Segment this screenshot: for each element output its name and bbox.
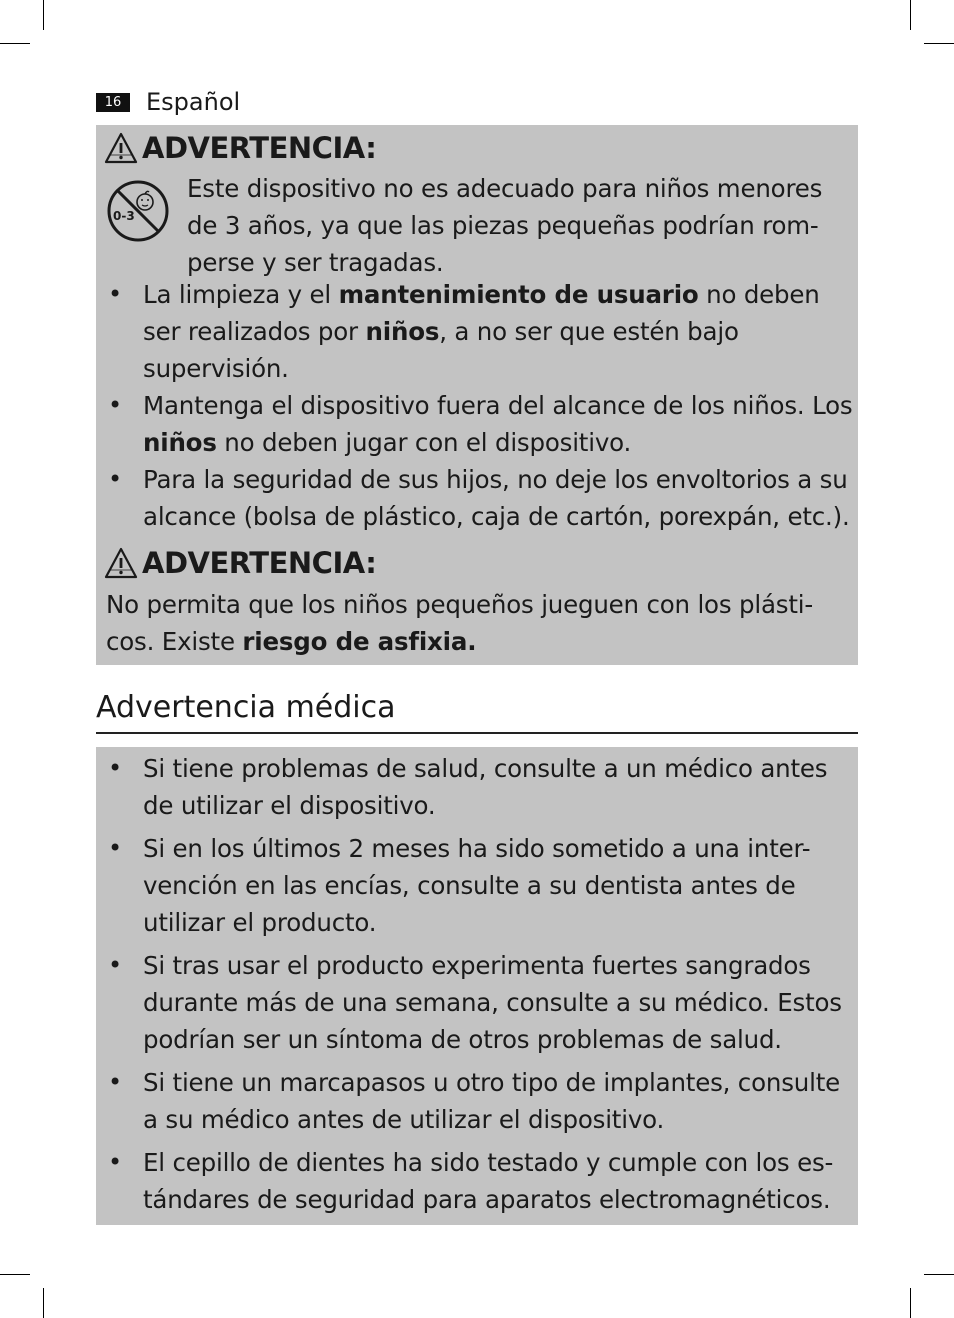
warning-triangle-icon <box>104 547 138 579</box>
warning-title <box>104 546 376 580</box>
warning-title-text: ADVERTENCIA: <box>142 131 377 165</box>
crop-mark <box>910 1288 911 1318</box>
section-divider <box>96 732 858 734</box>
crop-mark <box>43 0 44 30</box>
warning-box <box>96 125 858 665</box>
crop-mark <box>924 43 954 44</box>
page-language: Español <box>146 88 241 116</box>
list-item: • Si tras usar el producto experimenta fuertes sangrados durante más de una semana, consulte a su médico. Estos podrían ser un síntoma de otros problemas de salud. <box>96 947 858 1058</box>
warning-list <box>96 276 858 535</box>
warning-title-text: ADVERTENCIA: <box>142 546 377 580</box>
no-children-under-3-icon <box>106 179 170 243</box>
list-item: • El cepillo de dientes ha sido testado y cumple con los es-tándares de seguridad para aparatos electromagnéticos. <box>96 1144 858 1218</box>
list-item: • Si tiene un marcapasos u otro tipo de implantes, consulte a su médico antes de utilizar el dispositivo. <box>96 1064 858 1138</box>
age-label: 0-3 <box>113 209 135 223</box>
crop-mark <box>924 1274 954 1275</box>
medical-list <box>96 750 858 1224</box>
list-item: • Para la seguridad de sus hijos, no deje los envoltorios a su alcance (bolsa de plástico, caja de cartón, porexpán, etc.). <box>96 461 858 535</box>
crop-mark <box>43 1288 44 1318</box>
page-header <box>96 88 240 116</box>
list-item: • La limpieza y el mantenimiento de usuario no deben ser realizados por niños, a no ser que estén bajo supervisión. <box>96 276 858 387</box>
warning-triangle-icon <box>104 132 138 164</box>
section-title: Advertencia médica <box>96 690 396 725</box>
crop-mark <box>0 1274 30 1275</box>
crop-mark <box>910 0 911 30</box>
list-item: • Si en los últimos 2 meses ha sido sometido a una inter-vención en las encías, consulte a su dentista antes de utilizar el producto. <box>96 830 858 941</box>
warning-title <box>104 131 376 165</box>
medical-box <box>96 747 858 1225</box>
child-warning-text: Este dispositivo no es adecuado para niños menores de 3 años, ya que las piezas pequeñas podrían rom-perse y ser tragadas. <box>187 174 823 277</box>
list-item: • Mantenga el dispositivo fuera del alcance de los niños. Los niños no deben jugar con el dispositivo. <box>96 387 858 461</box>
crop-mark <box>0 43 30 44</box>
suffocation-warning-text: No permita que los niños pequeños jueguen con los plásti-cos. Existe riesgo de asfixia. <box>106 590 813 656</box>
page-number: 16 <box>96 93 130 112</box>
list-item: • Si tiene problemas de salud, consulte a un médico antes de utilizar el dispositivo. <box>96 750 858 824</box>
